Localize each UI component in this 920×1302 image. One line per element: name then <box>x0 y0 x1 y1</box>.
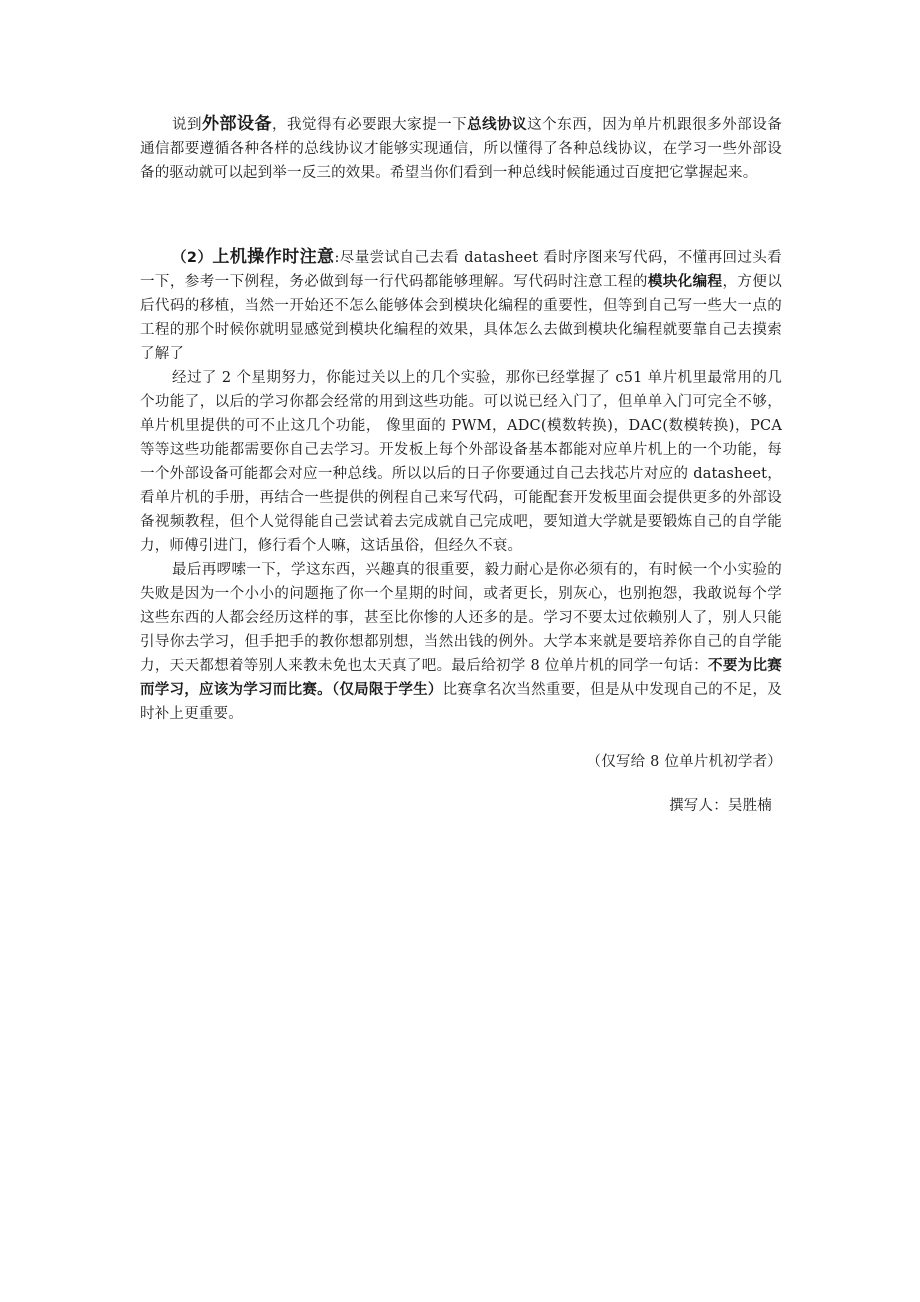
paragraph-bus-protocol <box>140 112 782 185</box>
paragraph-after-two-weeks: 经过了 2 个星期努力，你能过关以上的几个实验，那你已经掌握了 c51 单片机里最常用的几个功能了，以后的学习你都会经常的用到这些功能。可以说已经入门了，但单单入门可完全不够，单片机里提供的可不止这几个功能， 像里面的 PWM，ADC(模数转换)，DAC(数模转换)，PCA 等等这些功能都需要你自己去学习。开发板上每个外部设备基本都能对应单片机上的一个功能，每一个外部设备可能都会对应一种总线。所以以后的日子你要通过自己去找芯片对应的 datasheet，看单片机的手册，再结合一些提供的例程自己来写代码，可能配套开发板里面会提供更多的外部设备视频教程，但个人觉得能自己尝试着去完成就自己完成吧，要知道大学就是要锻炼自己的自学能力，师傅引进门，修行看个人嘛，这话虽俗，但经久不衰。 <box>140 370 782 554</box>
paragraph-spacer <box>140 185 782 245</box>
author-line: 撰写人：吴胜楠 <box>669 798 772 814</box>
bold-term-modular-programming: 模块化编程 <box>647 274 723 290</box>
spacer <box>140 774 782 794</box>
document-body <box>140 112 782 818</box>
paragraph-final-advice <box>140 558 782 726</box>
section-number: （2） <box>172 250 213 266</box>
section-heading: 上机操作时注意 <box>212 247 335 267</box>
text-run: ，我觉得有必要跟大家提一下 <box>272 117 468 133</box>
bold-term-external-devices: 外部设备 <box>202 114 273 134</box>
text-run: 最后再啰嗦一下，学这东西，兴趣真的很重要，毅力耐心是你必须有的，有时候一个小实验的失败是因为一个小小的问题拖了你一个星期的时间，或者更长，别灰心，也别抱怨，我敢说每个学这些东西的人都会经历这样的事，甚至比你惨的人还多的是。学习不要太过依赖别人了，别人只能引导你去学习，但手把手的教你想都别想，当然出钱的例外。大学本来就是要培养你自己的自学能力，天天都想着等别人来教未免也太天真了吧。最后给初学 8 位单片机的同学一句话： <box>140 562 782 674</box>
bold-term-bus-protocol: 总线协议 <box>467 117 528 133</box>
text-run: :尽量尝试自己去看 datasheet 看时序图来写代码，不懂再回过头看一下，参考一下例程，务必做到每一行代码都能够理解。写代码时注意工程的 <box>140 250 783 290</box>
spacer <box>140 726 782 736</box>
text-run: 说到 <box>172 117 203 133</box>
audience-note: （仅写给 8 位单片机初学者） <box>586 754 782 770</box>
bold-motto: 不要为比赛而学习，应该为学习而比赛。（仅局限于学生） <box>140 658 783 698</box>
text-run: 这个东西，因为单片机跟很多外部设备通信都要遵循各种各样的总线协议才能够实现通信，所以懂得了各种总线协议，在学习一些外部设备的驱动就可以起到举一反三的效果。希望当你们看到一种总线时候能通过百度把它掌握起来。 <box>140 117 782 181</box>
text-run: ，方便以后代码的移植，当然一开始还不怎么能够体会到模块化编程的重要性，但等到自己写一些大一点的工程的那个时候你就明显感觉到模块化编程的效果，具体怎么去做到模块化编程就要靠自己去摸索了解了 <box>140 274 783 362</box>
text-run: 比赛拿名次当然重要，但是从中发现自己的不足，及时补上更重要。 <box>140 682 782 722</box>
paragraph-hands-on-notes <box>140 245 782 366</box>
